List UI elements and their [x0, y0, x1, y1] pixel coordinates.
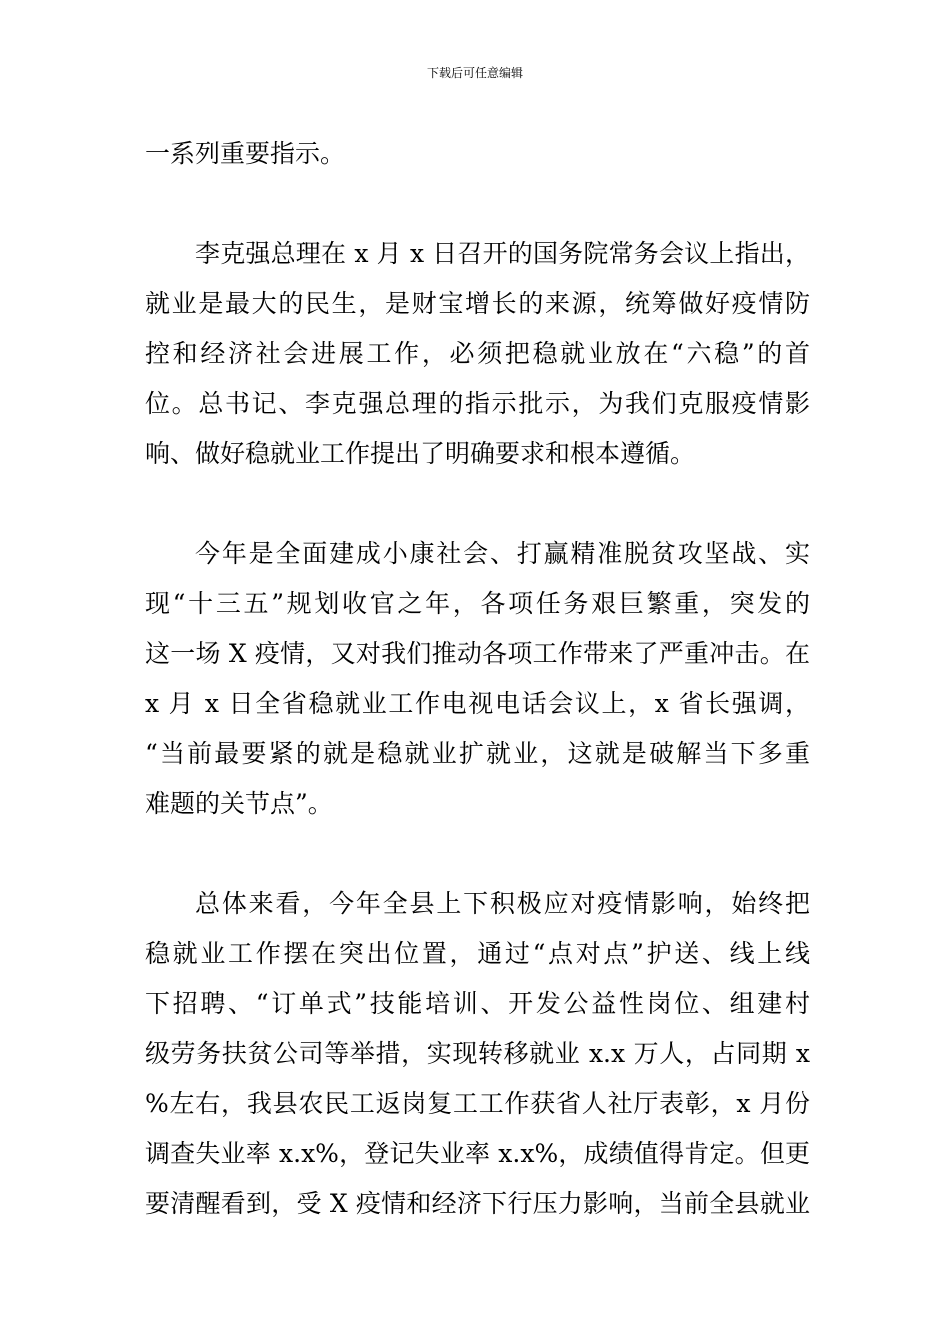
paragraph-line: %左右，我县农民工返岗复工工作获省人社厅表彰，x 月份 — [145, 1089, 810, 1118]
paragraph-gap — [145, 179, 810, 229]
paragraph-line: 稳就业工作摆在突出位置，通过“点对点”护送、线上线 — [145, 939, 810, 968]
paragraph-line: 就业是最大的民生，是财宝增长的来源，统筹做好疫情防 — [145, 289, 810, 318]
paragraph-line: 总体来看，今年全县上下积极应对疫情影响，始终把 — [195, 889, 810, 918]
paragraph-3 — [145, 529, 810, 829]
paragraph-line: 级劳务扶贫公司等举措，实现转移就业 x.x 万人，占同期 x — [145, 1039, 810, 1068]
paragraph-4 — [145, 879, 810, 1229]
document-body — [145, 129, 810, 1229]
paragraph-line: 一系列重要指示。 — [145, 139, 346, 168]
paragraph-line: 位。总书记、李克强总理的指示批示，为我们克服疫情影 — [145, 389, 810, 418]
paragraph-line: 调查失业率 x.x%，登记失业率 x.x%，成绩值得肯定。但更 — [145, 1139, 810, 1168]
paragraph-line: 这一场 X 疫情，又对我们推动各项工作带来了严重冲击。在 — [145, 639, 810, 668]
header-note: 下载后可任意编辑 — [426, 66, 523, 80]
paragraph-line: 李克强总理在 x 月 x 日召开的国务院常务会议上指出， — [195, 239, 810, 268]
paragraph-gap — [145, 829, 810, 879]
paragraph-line: 要清醒看到，受 X 疫情和经济下行压力影响，当前全县就业 — [145, 1189, 810, 1218]
paragraph-line: 控和经济社会进展工作，必须把稳就业放在“六稳”的首 — [145, 339, 810, 368]
paragraph-line: “当前最要紧的就是稳就业扩就业，这就是破解当下多重 — [145, 739, 810, 768]
paragraph-line: x 月 x 日全省稳就业工作电视电话会议上，x 省长强调， — [145, 689, 810, 718]
paragraph-line: 现“十三五”规划收官之年，各项任务艰巨繁重，突发的 — [145, 589, 810, 618]
paragraph-line: 下招聘、“订单式”技能培训、开发公益性岗位、组建村 — [145, 989, 810, 1018]
paragraph-line: 今年是全面建成小康社会、打赢精准脱贫攻坚战、实 — [195, 539, 810, 568]
paragraph-line: 响、做好稳就业工作提出了明确要求和根本遵循。 — [145, 439, 696, 468]
paragraph-1 — [145, 129, 810, 179]
paragraph-line: 难题的关节点”。 — [145, 789, 333, 818]
paragraph-2 — [145, 229, 810, 479]
paragraph-gap — [145, 479, 810, 529]
